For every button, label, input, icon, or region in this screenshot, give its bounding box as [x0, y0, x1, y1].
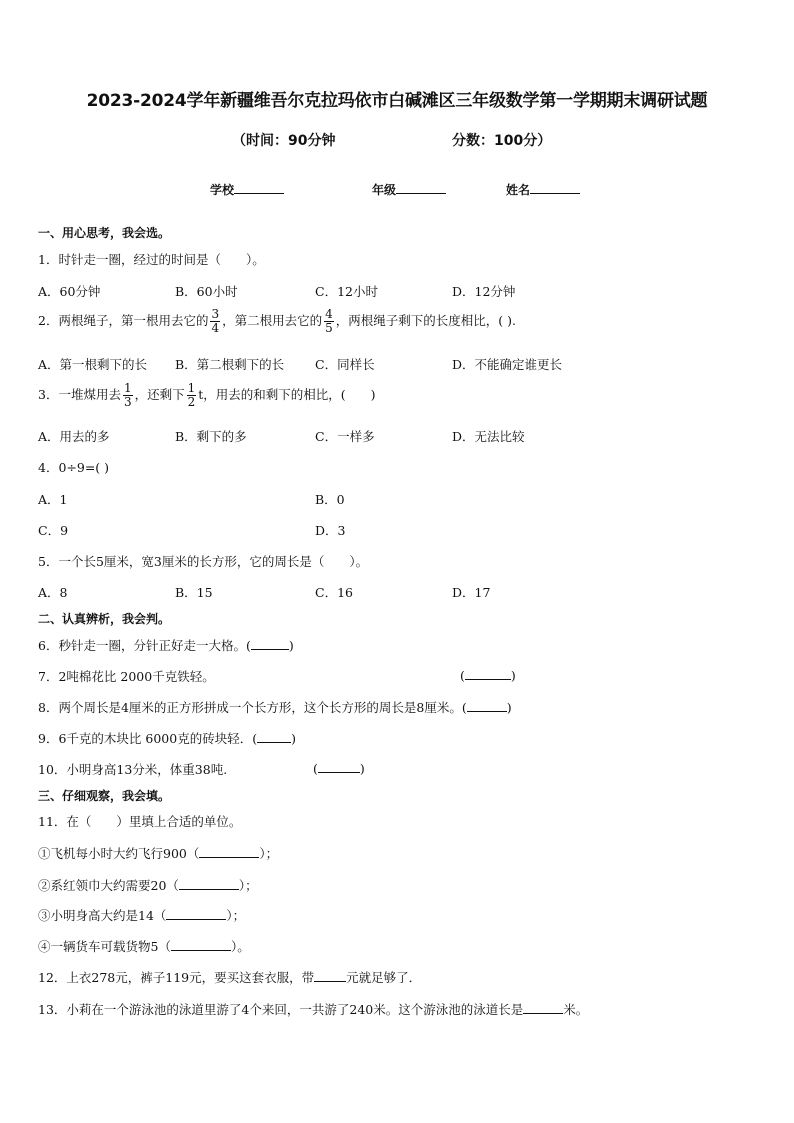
q5-option-b: B．15 — [175, 585, 213, 600]
q3-fraction-2 — [187, 382, 197, 409]
q7-answer — [460, 667, 516, 683]
q2-f1-denominator: 4 — [211, 321, 220, 335]
q6-close: ) — [288, 638, 294, 653]
question-4: 4．0÷9=( ) — [38, 460, 110, 475]
q13-text-post: 米。 — [563, 1002, 589, 1017]
question-10: 10．小明身高13分米，体重38吨. — [38, 762, 228, 777]
q12-text-pre: 12．上衣278元，裤子119元，要买这套衣服，带 — [38, 970, 315, 985]
q8-close: ) — [506, 700, 512, 715]
grade-blank — [396, 181, 446, 194]
page-title: 2023-2024学年新疆维吾尔克拉玛依市白碱滩区三年级数学第一学期期末调研试题 — [86, 91, 708, 111]
q5-option-d: D．17 — [452, 585, 491, 600]
q1-option-d: D．12分钟 — [452, 284, 516, 299]
q3-option-a: A．用去的多 — [38, 429, 110, 444]
q9-close: ) — [291, 731, 296, 746]
q2-text-post: ，两根绳子剩下的长度相比，( ). — [335, 313, 516, 328]
exam-time: （时间：90分钟 — [232, 133, 336, 149]
q2-f2-denominator: 5 — [325, 321, 333, 335]
q8-text: 8．两个周长是4厘米的正方形拼成一个长方形，这个长方形的周长是8厘米。( — [38, 700, 467, 715]
q6-answer-blank[interactable] — [251, 637, 289, 650]
q9-answer-blank[interactable] — [257, 730, 291, 743]
q11-item-4-end: ）。 — [230, 939, 250, 954]
q2-fraction-2 — [324, 308, 334, 335]
section-1-heading: 一、用心思考，我会选。 — [38, 226, 171, 240]
q10-close: ) — [359, 761, 365, 776]
q10-answer — [313, 760, 365, 776]
q2-option-d: D．不能确定谁更长 — [452, 357, 563, 372]
question-1: 1．时针走一圈，经过的时间是（ ）。 — [38, 252, 265, 267]
question-7: 7．2吨棉花比 2000千克铁轻。 — [38, 669, 215, 684]
question-8 — [38, 698, 512, 716]
question-11: 11．在（ ）里填上合适的单位。 — [38, 814, 242, 829]
q7-open: ( — [460, 668, 465, 683]
q2-option-c: C．同样长 — [315, 357, 375, 372]
q11-item-1-end: ）； — [259, 846, 279, 861]
question-3 — [38, 382, 376, 409]
q3-f1-numerator: 1 — [123, 381, 132, 395]
q12-answer-blank[interactable] — [314, 969, 346, 982]
q4-option-b: B．0 — [315, 492, 345, 507]
q3-text-pre: 3．一堆煤用去 — [38, 387, 121, 402]
q9-text: 9．6千克的木块比 6000克的砖块轻．( — [38, 731, 258, 746]
school-blank — [234, 181, 284, 194]
q3-f2-numerator: 1 — [187, 381, 196, 395]
q4-option-a: A．1 — [38, 492, 68, 507]
q11-item-4-text: ④一辆货车可载货物5（ — [38, 939, 171, 954]
q13-text-pre: 13．小莉在一个游泳池的泳道里游了4个来回，一共游了240米。这个游泳池的泳道长是 — [38, 1002, 524, 1017]
section-2-heading: 二、认真辨析，我会判。 — [38, 612, 171, 626]
q2-text-pre: 2．两根绳子，第一根用去它的 — [38, 313, 209, 328]
q3-f2-denominator: 2 — [187, 395, 196, 409]
q11-item-2-text: ②系红领巾大约需要20（ — [38, 878, 179, 893]
q11-item-4 — [38, 937, 250, 955]
q13-answer-blank[interactable] — [523, 1001, 563, 1014]
question-12 — [38, 968, 421, 986]
grade-label: 年级 — [372, 183, 397, 197]
q11-item-2 — [38, 876, 258, 894]
q2-f2-numerator: 4 — [325, 307, 333, 321]
q3-f1-denominator: 3 — [123, 395, 132, 409]
q3-option-c: C．一样多 — [315, 429, 375, 444]
question-9 — [38, 729, 296, 747]
question-5: 5．一个长5厘米，宽3厘米的长方形，它的周长是（ ）。 — [38, 554, 369, 569]
q3-text-post: t，用去的和剩下的相比，( ) — [198, 387, 376, 402]
question-13 — [38, 1000, 588, 1018]
q12-text-post: 元就足够了． — [346, 970, 422, 985]
q11-item-3-end: ）； — [226, 908, 246, 923]
q11-item-4-blank[interactable] — [171, 938, 231, 951]
q11-item-1-blank[interactable] — [199, 845, 259, 858]
q11-item-2-end: ）； — [238, 878, 258, 893]
q5-option-c: C．16 — [315, 585, 353, 600]
q11-item-3-text: ③小明身高大约是14（ — [38, 908, 167, 923]
q7-answer-blank[interactable] — [465, 667, 511, 680]
q10-open: ( — [313, 761, 318, 776]
q2-option-b: B．第二根剩下的长 — [175, 357, 285, 372]
q2-f1-numerator: 3 — [211, 307, 220, 321]
q8-answer-blank[interactable] — [467, 699, 507, 712]
q3-option-d: D．无法比较 — [452, 429, 525, 444]
q3-text-mid: ，还剩下 — [134, 387, 185, 402]
grade-field — [372, 181, 446, 198]
question-2 — [38, 308, 516, 335]
q3-fraction-1 — [123, 382, 133, 409]
question-6 — [38, 636, 294, 654]
name-label: 姓名 — [506, 183, 531, 197]
q11-item-3-blank[interactable] — [166, 907, 226, 920]
q1-option-b: B．60小时 — [175, 284, 238, 299]
q2-text-mid: ，第二根用去它的 — [222, 313, 323, 328]
q2-fraction-1 — [210, 308, 220, 335]
q11-item-1 — [38, 844, 278, 862]
exam-score: 分数：100分） — [452, 133, 552, 149]
q2-option-a: A．第一根剩下的长 — [38, 357, 148, 372]
q4-option-c: C．9 — [38, 523, 69, 538]
section-3-heading: 三、仔细观察，我会填。 — [38, 789, 171, 803]
q3-option-b: B．剩下的多 — [175, 429, 247, 444]
q11-item-1-text: ①飞机每小时大约飞行900（ — [38, 846, 200, 861]
school-label: 学校 — [210, 183, 235, 197]
name-field — [506, 181, 580, 198]
q11-item-3 — [38, 906, 245, 924]
school-field — [210, 181, 284, 198]
q10-answer-blank[interactable] — [318, 760, 360, 773]
q5-option-a: A．8 — [38, 585, 68, 600]
name-blank — [530, 181, 580, 194]
q1-option-c: C．12小时 — [315, 284, 378, 299]
q1-option-a: A．60分钟 — [38, 284, 101, 299]
q11-item-2-blank[interactable] — [179, 877, 239, 890]
q4-option-d: D．3 — [315, 523, 346, 538]
q7-close: ) — [510, 668, 516, 683]
q6-text: 6．秒针走一圈，分针正好走一大格。( — [38, 638, 251, 653]
